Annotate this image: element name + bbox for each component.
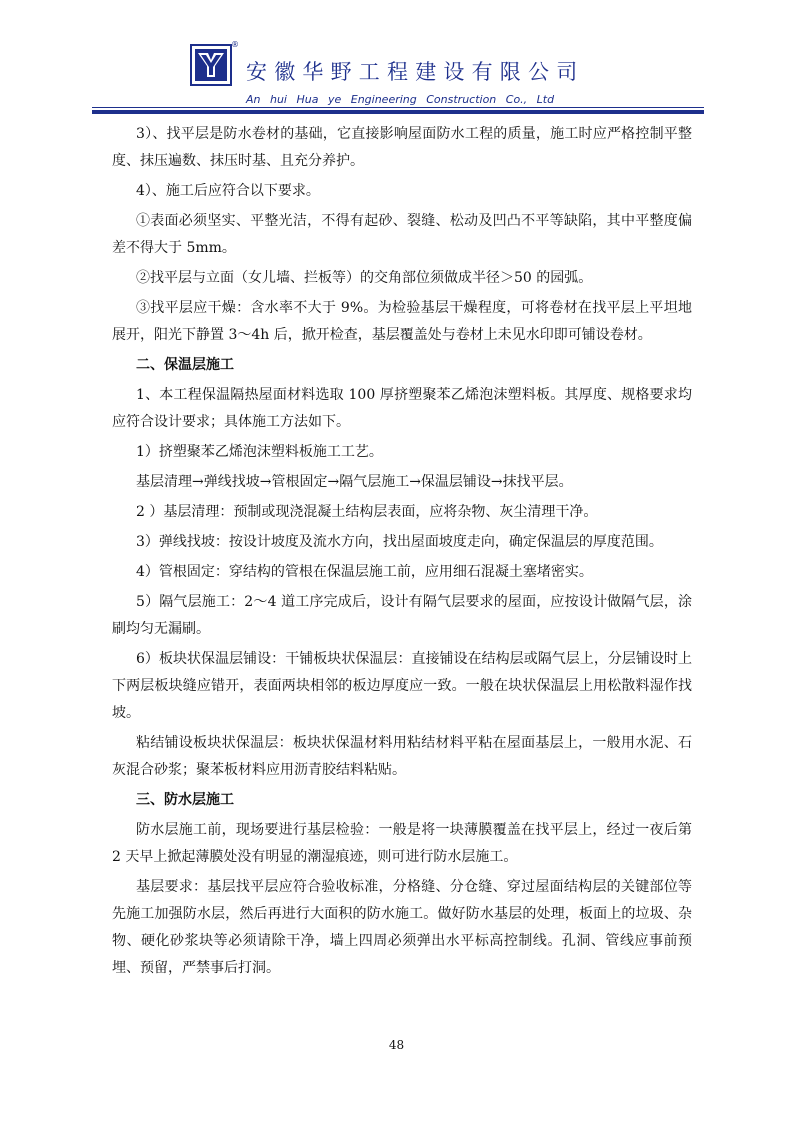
body-paragraph: 1）挤塑聚苯乙烯泡沫塑料板施工工艺。 — [136, 444, 383, 460]
body-paragraph: ③找平层应干燥：含水率不大于 9%。为检验基层干燥程度，可将卷材在找平层上平坦地展开，阳光下静置 3～4h 后，掀开检查，基层覆盖处与卷材上未见水印即可铺设卷材。 — [112, 300, 692, 343]
page-header — [0, 0, 793, 118]
huaye-logo-icon — [190, 44, 232, 86]
document-body — [112, 121, 692, 985]
body-paragraph: 2 ）基层清理：预制或现浇混凝土结构层表面，应将杂物、灰尘清理干净。 — [136, 504, 598, 520]
header-rule-thick — [92, 110, 704, 114]
header-rule-thin — [92, 107, 704, 108]
page-number: 48 — [388, 1038, 405, 1052]
company-name-cn: 安徽华野工程建设有限公司 — [246, 60, 585, 84]
body-paragraph: 3）、找平层是防水卷材的基础，它直接影响屋面防水工程的质量，施工时应严格控制平整度、抹压遍数、抹压时基、且充分养护。 — [112, 126, 692, 169]
section-heading: 二、保温层施工 — [136, 357, 234, 373]
body-paragraph: 4）管根固定：穿结构的管根在保温层施工前，应用细石混凝土塞堵密实。 — [136, 564, 593, 580]
body-paragraph: 防水层施工前，现场要进行基层检验：一般是将一块薄膜覆盖在找平层上，经过一夜后第 2 天早上掀起薄膜处没有明显的潮湿痕迹，则可进行防水层施工。 — [112, 822, 692, 865]
body-paragraph: 1、本工程保温隔热屋面材料选取 100 厚挤塑聚苯乙烯泡沫塑料板。其厚度、规格要求均应符合设计要求；具体施工方法如下。 — [112, 387, 692, 430]
body-paragraph: 6）板块状保温层铺设：干铺板块状保温层：直接铺设在结构层或隔气层上，分层铺设时上下两层板块缝应错开，表面两块相邻的板边厚度应一致。一般在块状保温层上用松散料湿作找坡。 — [112, 651, 692, 721]
section-heading: 三、防水层施工 — [136, 792, 234, 808]
body-paragraph: 基层要求：基层找平层应符合验收标准，分格缝、分仓缝、穿过屋面结构层的关键部位等先施工加强防水层，然后再进行大面积的防水施工。做好防水基层的处理，板面上的垃圾、杂物、硬化砂浆块等必须请除干净，墙上四周必须弹出水平标高控制线。孔洞、管线应事前预埋、预留，严禁事后打洞。 — [112, 879, 692, 976]
company-name-en: An hui Hua ye Engineering Construction Co., Ltd — [246, 93, 555, 106]
body-paragraph: 4）、施工后应符合以下要求。 — [136, 183, 320, 199]
body-paragraph: ①表面必须坚实、平整光洁，不得有起砂、裂缝、松动及凹凸不平等缺陷，其中平整度偏差不得大于 5mm。 — [112, 213, 692, 256]
body-paragraph: 5）隔气层施工：2～4 道工序完成后，设计有隔气层要求的屋面，应按设计做隔气层，涂刷均匀无漏刷。 — [112, 594, 692, 637]
body-paragraph: 基层清理→弹线找坡→管根固定→隔气层施工→保温层铺设→抹找平层。 — [136, 474, 573, 490]
body-paragraph: 粘结铺设板块状保温层：板块状保温材料用粘结材料平粘在屋面基层上，一般用水泥、石灰混合砂浆；聚苯板材料应用沥青胶结料粘贴。 — [112, 735, 692, 778]
body-paragraph: 3）弹线找坡：按设计坡度及流水方向，找出屋面坡度走向，确定保温层的厚度范围。 — [136, 534, 663, 550]
body-paragraph: ②找平层与立面（女儿墙、拦板等）的交角部位须做成半径＞50 的园弧。 — [136, 270, 593, 286]
registered-mark: ® — [231, 40, 239, 49]
